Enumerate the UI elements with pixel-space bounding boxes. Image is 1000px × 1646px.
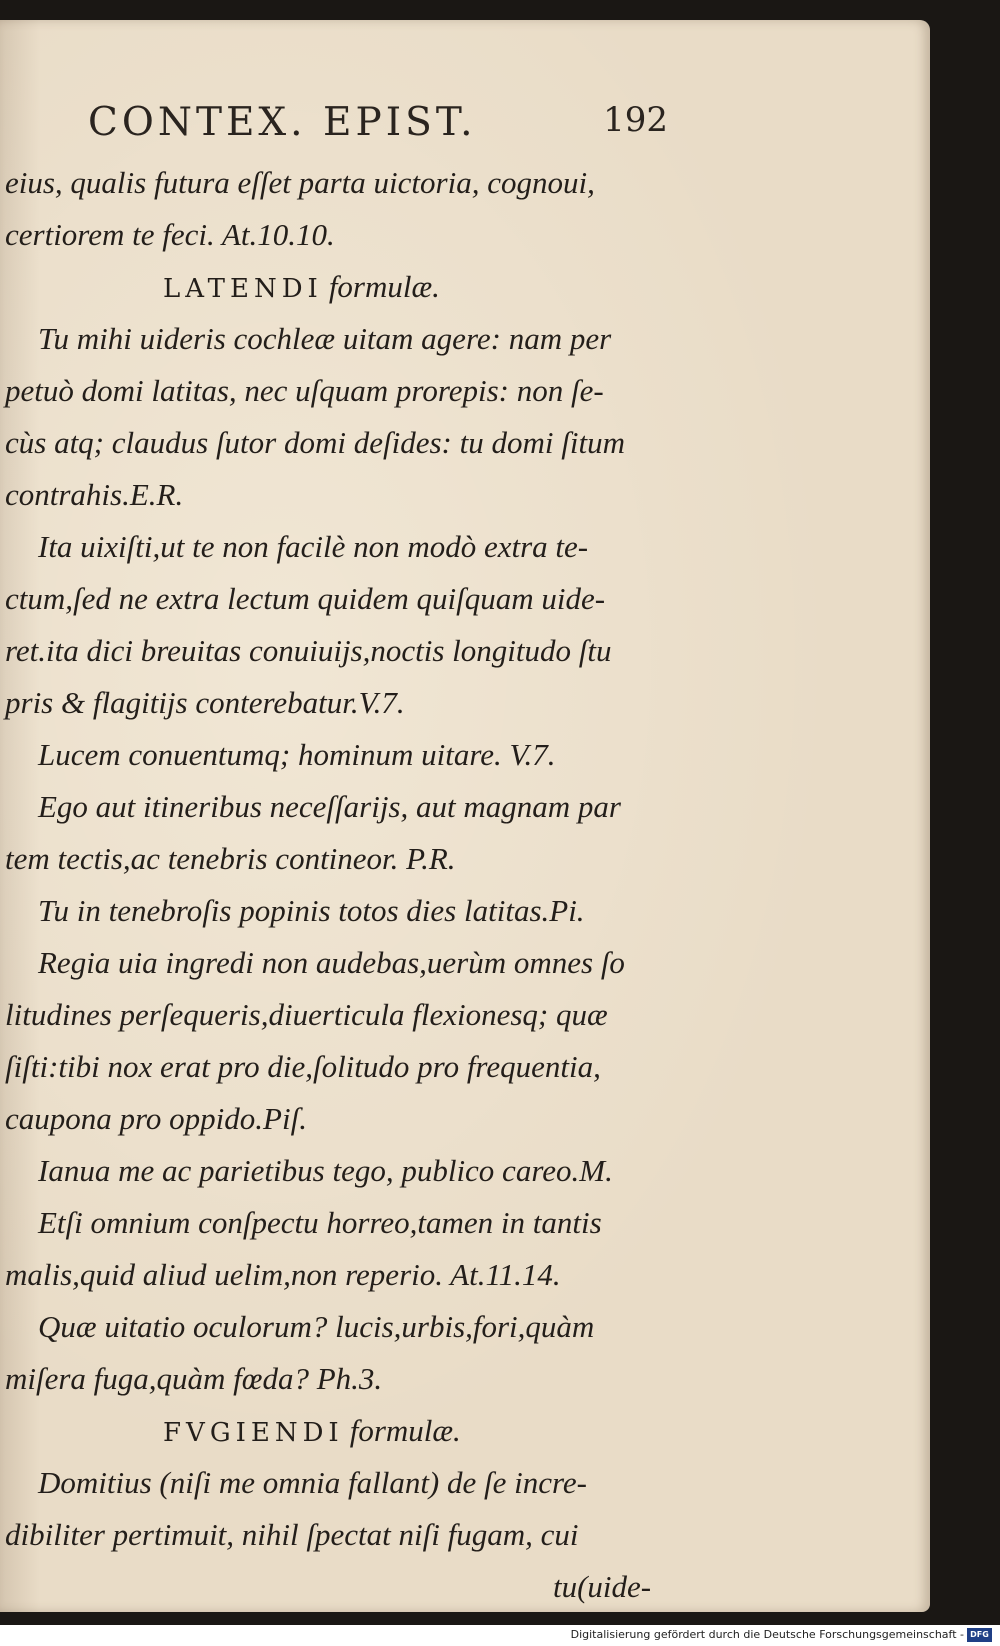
text-line: miſera fuga,quàm fœda? Ph.3. (5, 1361, 383, 1396)
text-line: tu(uide- (553, 1569, 652, 1604)
text-line: contrahis.E.R. (5, 477, 184, 512)
text-line: Ita uixiſti,ut te non facilè non modò extra te- (38, 529, 589, 564)
funding-note: Digitalisierung gefördert durch die Deutsche Forschungsgemeinschaft - (570, 1628, 964, 1641)
text-line: Lucem conuentumq; hominum uitare. V.7. (38, 737, 556, 772)
text-line: pris & flagitijs conterebatur.V.7. (5, 685, 405, 720)
text-line: petuò domi latitas, nec uſquam prorepis: non ſe- (5, 373, 604, 408)
running-title: CONTEX. EPIST. (88, 100, 477, 145)
text-block (0, 157, 700, 1613)
text-line: Ego aut itineribus neceſſarijs, aut magnam par (38, 789, 621, 824)
text-line: Tu mihi uideris cochleæ uitam agere: nam per (38, 321, 612, 356)
text-line: cùs atq; claudus ſutor domi deſides: tu domi ſitum (5, 425, 625, 460)
text-line: tem tectis,ac tenebris contineor. P.R. (5, 841, 456, 876)
section-heading-caps: FVGIENDI (163, 1418, 344, 1448)
page-number: 192 (603, 100, 668, 140)
text-line: ſiſti:tibi nox erat pro die,ſolitudo pro frequentia, (5, 1049, 601, 1084)
text-line: Tu in tenebroſis popinis totos dies latitas.Pi. (38, 893, 585, 928)
section-heading (0, 261, 700, 313)
text-line: Regia uia ingredi non audebas,uerùm omnes ſo (38, 945, 625, 980)
section-heading-caps: LATENDI (163, 274, 323, 304)
text-line: malis,quid aliud uelim,non reperio. At.11.14. (5, 1257, 561, 1292)
running-head (88, 100, 668, 160)
text-line: Ianua me ac parietibus tego, publico careo.M. (38, 1153, 613, 1188)
funding-footer (0, 1625, 1000, 1646)
section-heading-italic: formulæ. (328, 269, 440, 304)
text-line: caupona pro oppido.Piſ. (5, 1101, 307, 1136)
section-heading-italic: formulæ. (349, 1413, 461, 1448)
book-page (0, 20, 930, 1612)
text-line: eius, qualis futura eſſet parta uictoria, cognoui, (5, 165, 595, 200)
text-line: Quæ uitatio oculorum? lucis,urbis,fori,quàm (38, 1309, 595, 1344)
text-line: ret.ita dici breuitas conuiuijs,noctis longitudo ſtu (5, 633, 612, 668)
text-line: dibiliter pertimuit, nihil ſpectat niſi fugam, cui (5, 1517, 579, 1552)
text-line: certiorem te feci. At.10.10. (5, 217, 335, 252)
text-line: Etſi omnium conſpectu horreo,tamen in tantis (38, 1205, 602, 1240)
dfg-logo: DFG (967, 1628, 992, 1642)
text-line: Domitius (niſi me omnia fallant) de ſe incre- (38, 1465, 588, 1500)
section-heading (0, 1405, 700, 1457)
text-line: litudines perſequeris,diuerticula flexionesq; quæ (5, 997, 608, 1032)
text-line: ctum,ſed ne extra lectum quidem quiſquam uide- (5, 581, 606, 616)
